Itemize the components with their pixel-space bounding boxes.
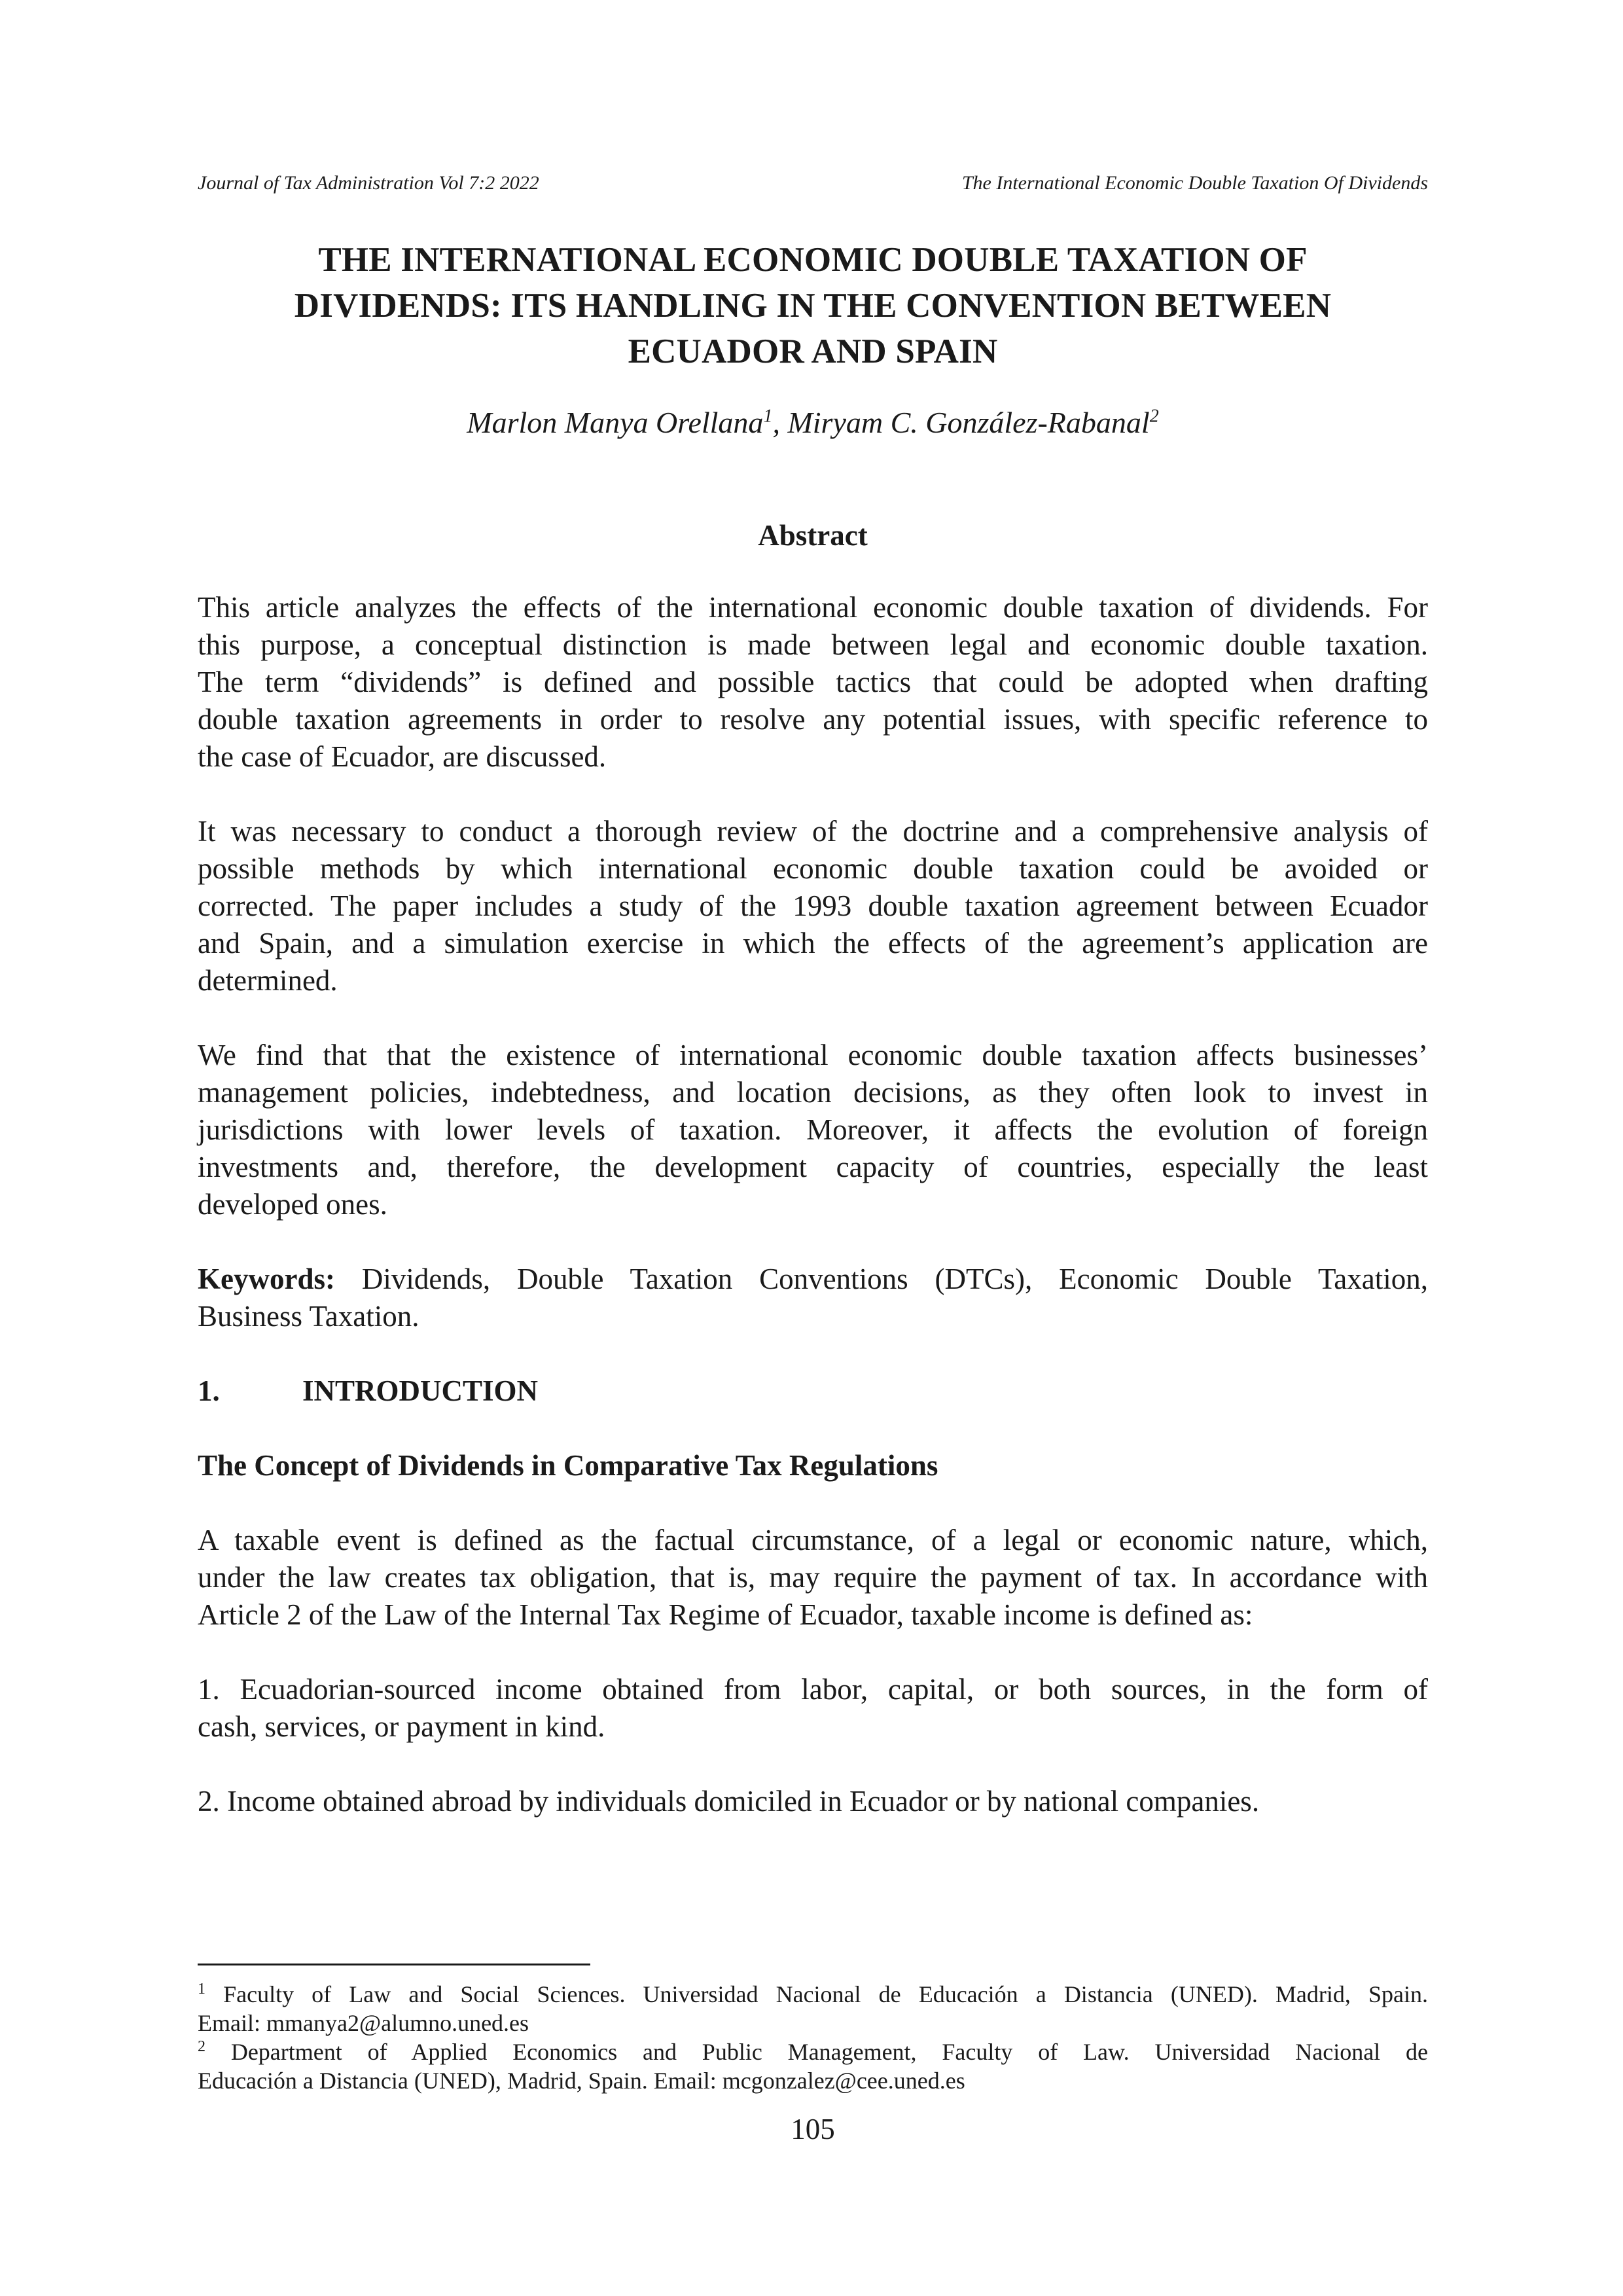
author-name: Marlon Manya Orellana [467,406,764,439]
text-line: It was necessary to conduct a thorough review of the doctrine and a comprehensive analysis of [198,815,1428,848]
text-line: the case of Ecuador, are discussed. [198,740,607,773]
list-item [198,1783,1428,1820]
text-line: developed ones. [198,1188,387,1221]
body-text [198,589,1428,1857]
title-line: DIVIDENDS: ITS HANDLING IN THE CONVENTION BETWEEN [294,287,1332,325]
running-header [198,171,1428,195]
footnote-mark: 1 [198,1981,205,1998]
body-paragraph [198,1522,1428,1634]
text-line: Business Taxation. [198,1300,419,1333]
footnote-divider [198,1964,590,1965]
text-line: The term “dividends” is defined and possible tactics that could be adopted when drafting [198,666,1428,698]
abstract-paragraph [198,1037,1428,1223]
text-line: 1. Ecuadorian-sourced income obtained from labor, capital, or both sources, in the form of [198,1673,1428,1706]
footnotes [198,1980,1428,2095]
list-item [198,1671,1428,1746]
footnote-mark: 2 [1149,406,1159,427]
footnote-text: Department of Applied Economics and Public Management, Faculty of Law. Universidad Nacional de [205,2039,1428,2065]
abstract-paragraph [198,589,1428,776]
text-line: possible methods by which international economic double taxation could be avoided or [198,852,1428,885]
paper-page [198,0,1428,2296]
text-line [198,1261,1428,1298]
text-line: jurisdictions with lower levels of taxation. Moreover, it affects the evolution of foreign [198,1113,1428,1146]
paper-title [198,237,1428,374]
text-line: this purpose, a conceptual distinction is made between legal and economic double taxation. [198,628,1428,661]
text-line: determined. [198,964,338,997]
keywords-label: Keywords: [198,1263,335,1295]
footnote-line [198,2037,1428,2066]
text-line: We find that that the existence of international economic double taxation affects businesses’ [198,1039,1428,1071]
section-heading [198,1372,1428,1410]
text-line: investments and, therefore, the development capacity of countries, especially the least [198,1151,1428,1183]
text-line: corrected. The paper includes a study of the 1993 double taxation agreement between Ecuador [198,889,1428,922]
section-title: INTRODUCTION [302,1374,539,1407]
journal-name: Journal of Tax Administration Vol 7:2 2022 [198,172,539,194]
text-line: under the law creates tax obligation, that is, may require the payment of tax. In accordance with [198,1561,1428,1594]
footnote-line [198,1980,1428,2009]
subsection-heading: The Concept of Dividends in Comparative Tax Regulations [198,1449,938,1482]
keywords [198,1261,1428,1335]
text-line: management policies, indebtedness, and location decisions, as they often look to invest in [198,1076,1428,1109]
text-line: A taxable event is defined as the factual circumstance, of a legal or economic nature, which, [198,1524,1428,1556]
text-line: This article analyzes the effects of the international economic double taxation of dividends. For [198,591,1428,624]
title-line: ECUADOR AND SPAIN [628,332,998,370]
keywords-list: Dividends, Double Taxation Conventions (DTCs), Economic Double Taxation, [334,1263,1428,1295]
text-line: 2. Income obtained abroad by individuals domiciled in Ecuador or by national companies. [198,1785,1260,1818]
abstract-paragraph [198,813,1428,999]
footnote-text: Faculty of Law and Social Sciences. Universidad Nacional de Educación a Distancia (UNED). Madrid, Spain. [205,1981,1428,2007]
abstract-heading: Abstract [758,519,868,552]
footnote-line: Email: mmanya2@alumno.uned.es [198,2010,529,2036]
footnote-mark: 2 [198,2038,205,2055]
author-list [198,404,1428,441]
page-number: 105 [791,2113,835,2145]
text-line: double taxation agreements in order to resolve any potential issues, with specific reference to [198,703,1428,736]
author-name: Miryam C. González-Rabanal [787,406,1150,439]
footnote-mark: 1 [763,406,773,427]
text-line: and Spain, and a simulation exercise in which the effects of the agreement’s application are [198,927,1428,960]
title-line: THE INTERNATIONAL ECONOMIC DOUBLE TAXATION OF [318,241,1308,279]
author-separator: , [772,406,788,439]
running-title: The International Economic Double Taxation Of Dividends [961,172,1428,194]
text-line: cash, services, or payment in kind. [198,1710,605,1743]
text-line: Article 2 of the Law of the Internal Tax Regime of Ecuador, taxable income is defined as: [198,1598,1253,1631]
footnote-line: Educación a Distancia (UNED), Madrid, Spain. Email: mcgonzalez@cee.uned.es [198,2068,965,2094]
section-number: 1. [198,1374,220,1407]
